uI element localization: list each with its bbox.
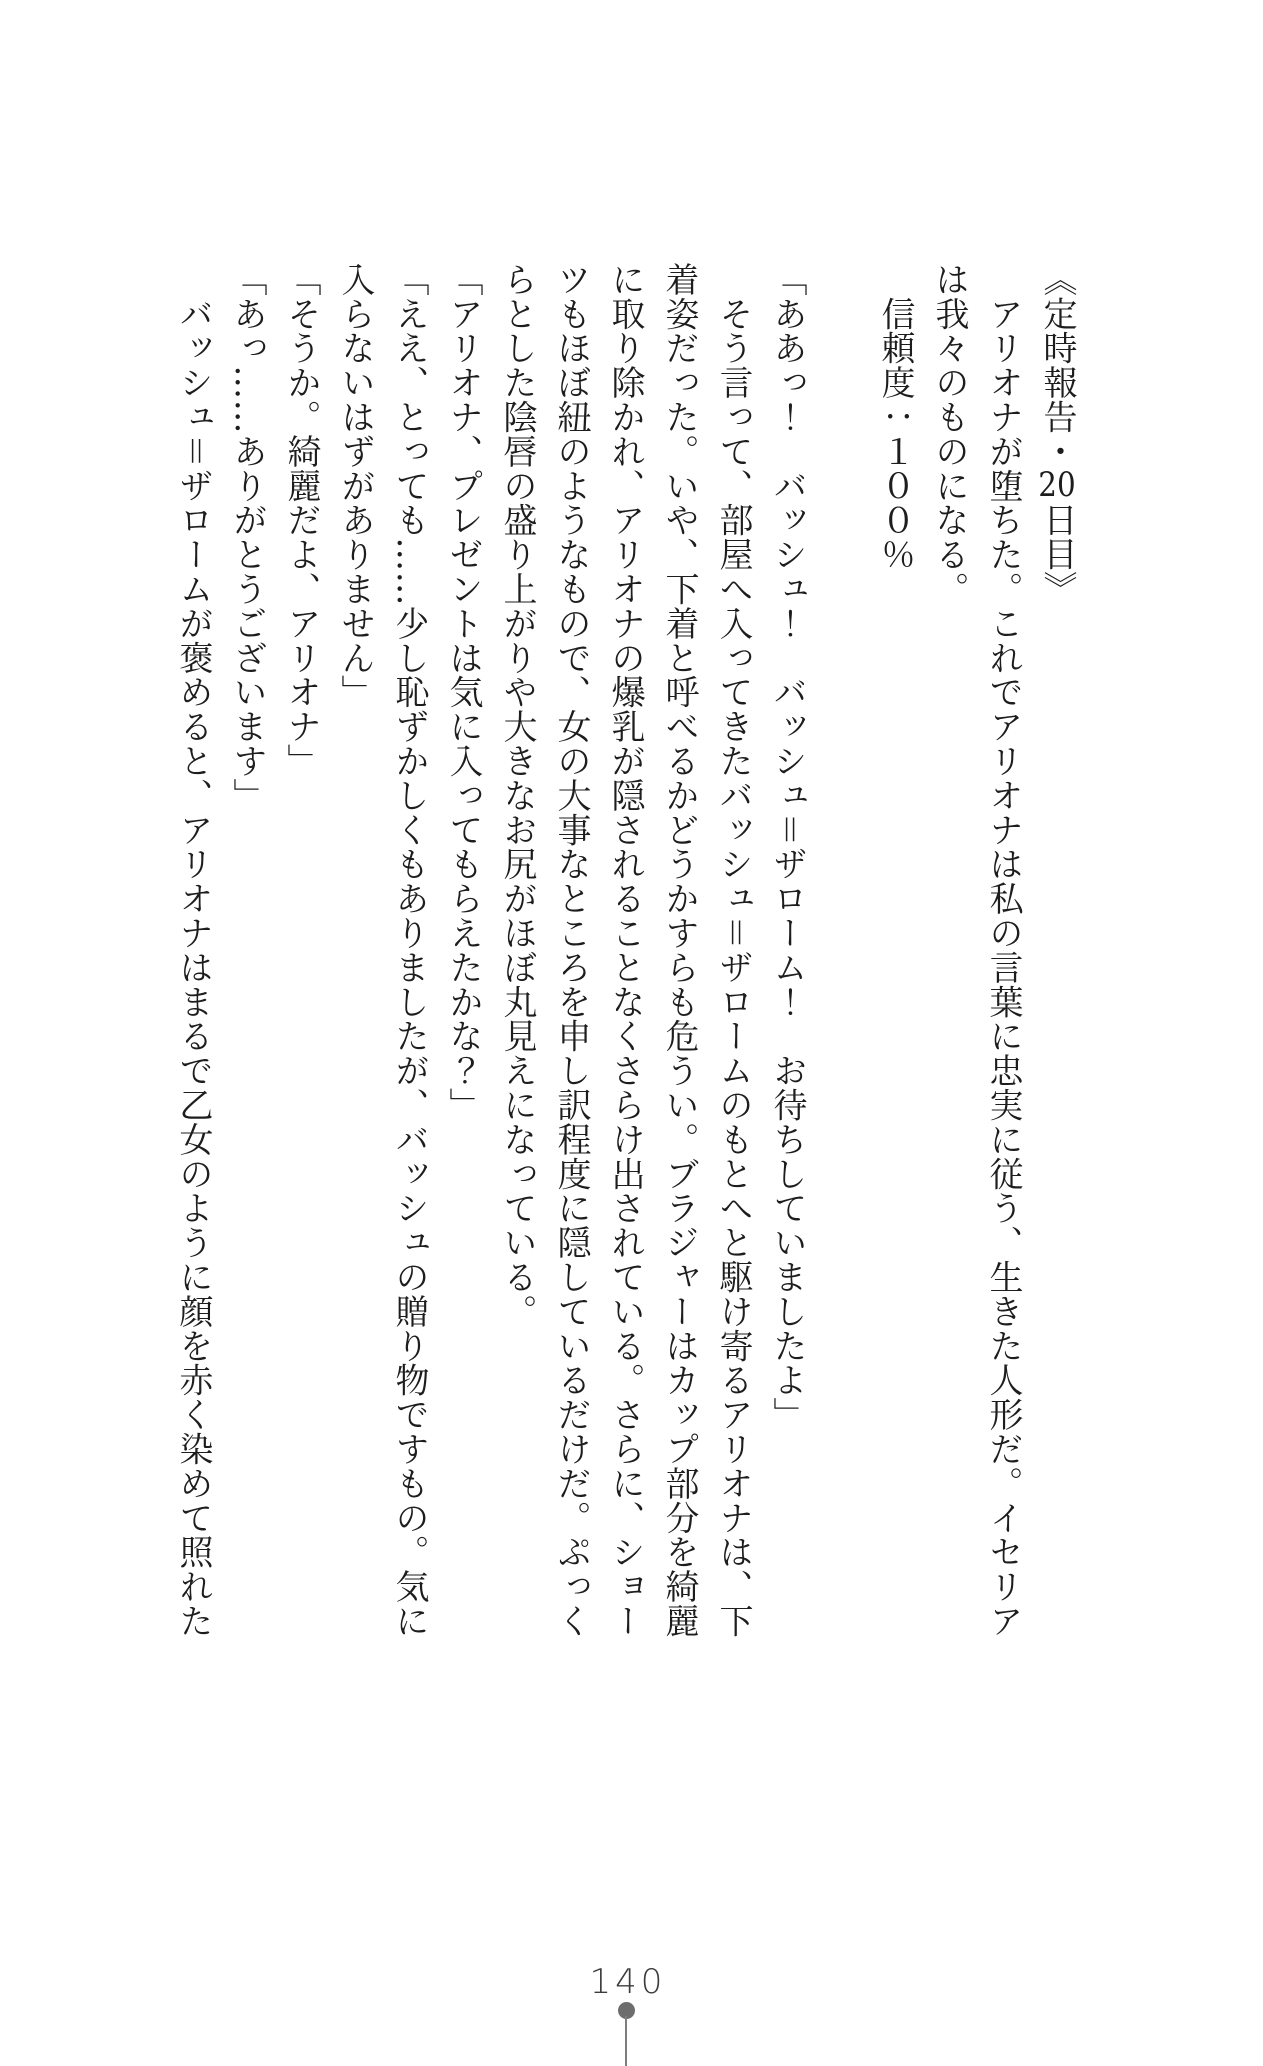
text-segment: ＝ bbox=[767, 812, 807, 847]
text-segment: 「ええ、とっても……少し恥ずかしくもありましたが、バッシュの贈り物ですもの。気に bbox=[389, 262, 429, 1638]
text-segment: 「ああっ！ バッシュ！ バッシュ bbox=[767, 262, 807, 813]
text-line bbox=[166, 262, 220, 1644]
text-segment: ツもほぼ紐のようなもので、女の大事なところを申し訳程度に隠しているだけだ。ぷっく bbox=[551, 262, 591, 1638]
page-number: 140 bbox=[589, 1962, 667, 2002]
text-line bbox=[760, 262, 814, 1644]
text-line bbox=[382, 262, 436, 1644]
text-line bbox=[1030, 262, 1084, 1644]
text-line bbox=[220, 262, 274, 1644]
text-segment: ザローム！ お待ちしていましたよ」 bbox=[767, 846, 807, 1432]
text-segment: アリオナが堕ちた。これでアリオナは私の言葉に忠実に従う、生きた人形だ。イセリア bbox=[983, 262, 1023, 1638]
text-line bbox=[814, 262, 868, 1644]
text-line bbox=[922, 262, 976, 1644]
text-line bbox=[652, 262, 706, 1644]
text-segment: 《定時報告・ bbox=[1037, 262, 1077, 469]
text-segment: に取り除かれ、アリオナの爆乳が隠されることなくさらけ出されている。さらに、ショー bbox=[605, 262, 645, 1638]
text-line bbox=[274, 262, 328, 1644]
text-segment bbox=[821, 262, 861, 296]
text-line bbox=[868, 262, 922, 1644]
text-segment: 日目》 bbox=[1037, 502, 1077, 606]
text-segment: 「そうか。綺麗だよ、アリオナ」 bbox=[281, 262, 321, 778]
text-line bbox=[490, 262, 544, 1644]
text-segment: 着姿だった。いや、下着と呼べるかどうかすらも危うい。ブラジャーはカップ部分を綺麗 bbox=[659, 262, 699, 1638]
text-segment: は我々のものになる。 bbox=[929, 262, 969, 606]
text-segment: 「あっ……ありがとうございます」 bbox=[227, 262, 267, 813]
text-segment: ザロームのもとへと駆け寄るアリオナは、下 bbox=[713, 950, 753, 1639]
footer-ornament-line bbox=[625, 2016, 627, 2066]
text-segment: らとした陰唇の盛り上がりや大きなお尻がほぼ丸見えになっている。 bbox=[497, 262, 537, 1329]
text-segment: バッシュ bbox=[173, 262, 213, 434]
text-segment: ザロームが褒めると、アリオナはまるで乙女のように顔を赤く染めて照れた bbox=[173, 468, 213, 1639]
text-segment: そう言って、部屋へ入ってきたバッシュ bbox=[713, 262, 753, 916]
tate-chu-yoko: 20 bbox=[1038, 468, 1076, 503]
text-segment: ＝ bbox=[173, 434, 213, 469]
text-line bbox=[436, 262, 490, 1644]
text-segment: ＝ bbox=[713, 915, 753, 951]
text-segment: 信頼度：１００％ bbox=[875, 262, 915, 572]
text-line bbox=[328, 262, 382, 1644]
text-line bbox=[706, 262, 760, 1644]
text-line bbox=[544, 262, 598, 1644]
text-line bbox=[598, 262, 652, 1644]
text-segment: 「アリオナ、プレゼントは気に入ってもらえたかな？」 bbox=[443, 262, 483, 1122]
text-area bbox=[166, 262, 1084, 1644]
text-segment: 入らないはずがありません」 bbox=[335, 262, 375, 710]
text-line bbox=[976, 262, 1030, 1644]
